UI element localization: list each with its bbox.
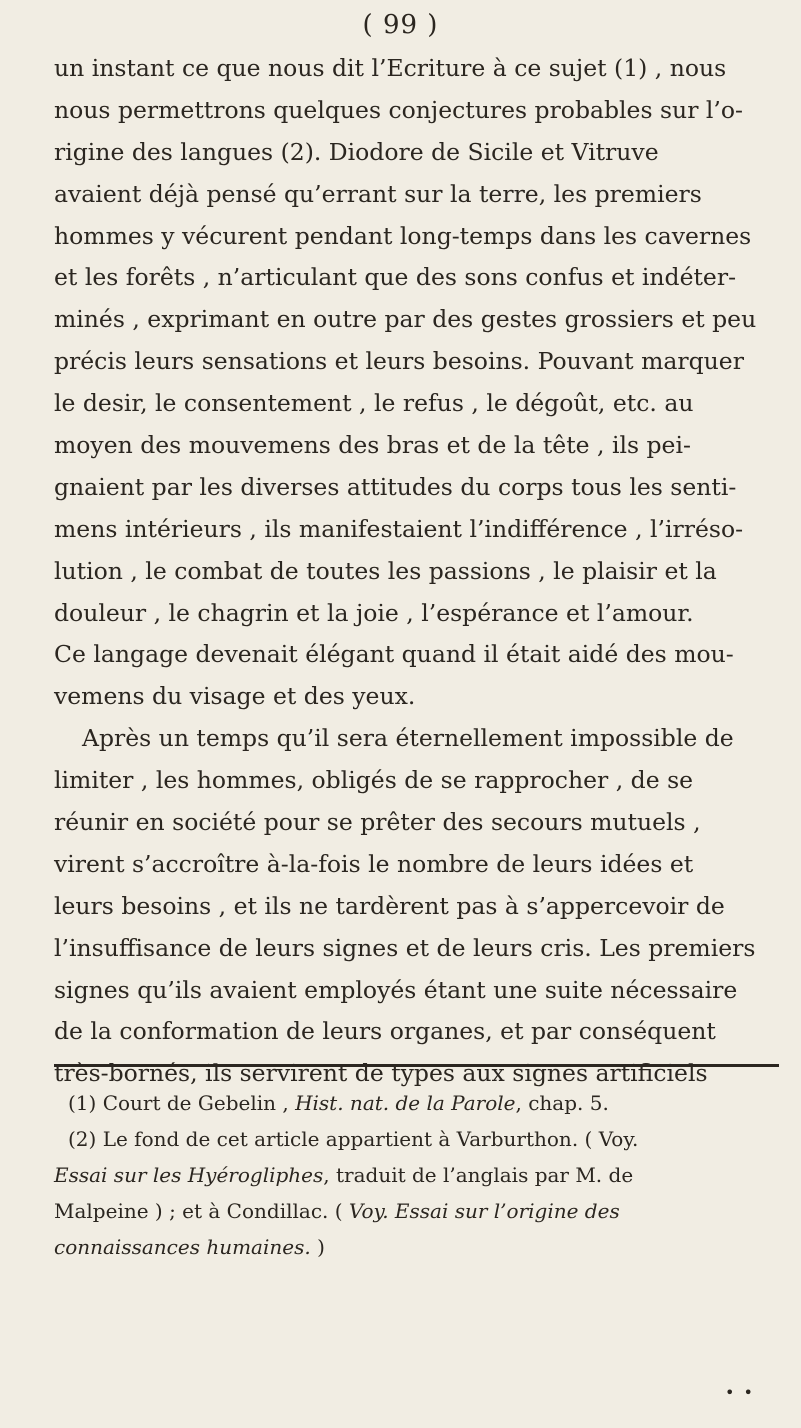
footnote-2-mid: , traduit de l’anglais par M. de [323, 1163, 634, 1187]
footnote-2-line-4 [54, 1229, 779, 1265]
footnote-1-marker: (1) [68, 1091, 97, 1115]
footnote-1-text: Court de Gebelin , [102, 1091, 289, 1115]
text-line-8: précis leurs sensations et leurs besoins. Pouvant marquer [54, 347, 744, 376]
text-line-14: douleur , le chagrin et la joie , l’espérance et l’amour. [54, 598, 694, 627]
text-line-9: le desir, le consentement , le refus , le dégoût, etc. au [54, 389, 694, 418]
footnote-divider [54, 1064, 779, 1067]
text-line-23: signes qu’ils avaient employés étant une suite nécessaire [54, 975, 738, 1004]
footnote-2-title-2b: connaissances humaines. [54, 1235, 311, 1259]
text-line-13: lution , le combat de toutes les passions , le plaisir et la [54, 556, 717, 585]
text-line-21: leurs besoins , et ils ne tardèrent pas à s’appercevoir de [54, 891, 725, 920]
text-line-11: gnaient par les diverses attitudes du corps tous les senti- [54, 472, 737, 501]
footnote-2-line-3 [54, 1193, 779, 1229]
text-line-3: rigine des langues (2). Diodore de Sicile et Vitruve [54, 137, 659, 166]
text-line-15: Ce langage devenait élégant quand il était aidé des mou- [54, 640, 734, 669]
footnote-2-line-2 [54, 1157, 779, 1193]
footnote-2-end: ) [317, 1235, 325, 1259]
text-line-18: limiter , les hommes, obligés de se rapprocher , de se [54, 766, 694, 795]
text-line-5: hommes y vécurent pendant long-temps dans les cavernes [54, 221, 752, 250]
text-line-16: vemens du visage et des yeux. [54, 682, 416, 711]
text-line-24: de la conformation de leurs organes, et par conséquent [54, 1017, 716, 1046]
text-line-7: minés , exprimant en outre par des gestes grossiers et peu [54, 305, 757, 334]
text-line-20: virent s’accroître à-la-fois le nombre de leurs idées et [54, 849, 694, 878]
text-line-17: Après un temps qu’il sera éternellement impossible de [82, 724, 734, 753]
footnote-2 [54, 1121, 779, 1157]
footnote-2-line-3-start: Malpeine ) ; et à Condillac. ( [54, 1199, 343, 1223]
footnote-2-marker: (2) [68, 1127, 97, 1151]
text-line-19: réunir en société pour se prêter des secours mutuels , [54, 808, 701, 837]
text-line-10: moyen des mouvemens des bras et de la tête , ils pei- [54, 431, 691, 460]
text-line-4: avaient déjà pensé qu’errant sur la terre, les premiers [54, 179, 702, 208]
footnote-1-title: Hist. nat. de la Parole [295, 1091, 516, 1115]
text-line-12: mens intérieurs , ils manifestaient l’indifférence , l’irréso- [54, 514, 744, 543]
text-line-1: un instant ce que nous dit l’Ecriture à ce sujet (1) , nous [54, 54, 727, 82]
text-line-25: très-bornés, ils servirent de types aux signes artificiels [54, 1059, 708, 1088]
footnote-1 [54, 1085, 779, 1121]
page-number: ( 99 ) [362, 10, 439, 40]
footnote-1-tail: , chap. 5. [515, 1091, 609, 1115]
text-line-2: nous permettrons quelques conjectures probables sur l’o- [54, 95, 743, 124]
footnote-2-text: Le fond de cet article appartient à Varburthon. ( Voy. [102, 1127, 639, 1151]
footnotes [54, 1085, 779, 1265]
text-line-6: et les forêts , n’articulant que des sons confus et indéter- [54, 263, 737, 292]
signature-mark: • • [725, 1383, 755, 1402]
footnote-2-title-2a: Voy. Essai sur l’origine des [348, 1199, 620, 1223]
text-line-22: l’insuffisance de leurs signes et de leurs cris. Les premiers [54, 933, 756, 962]
main-text [54, 48, 774, 1095]
footnote-2-title-1: Essai sur les Hyérogliphes [54, 1163, 324, 1187]
